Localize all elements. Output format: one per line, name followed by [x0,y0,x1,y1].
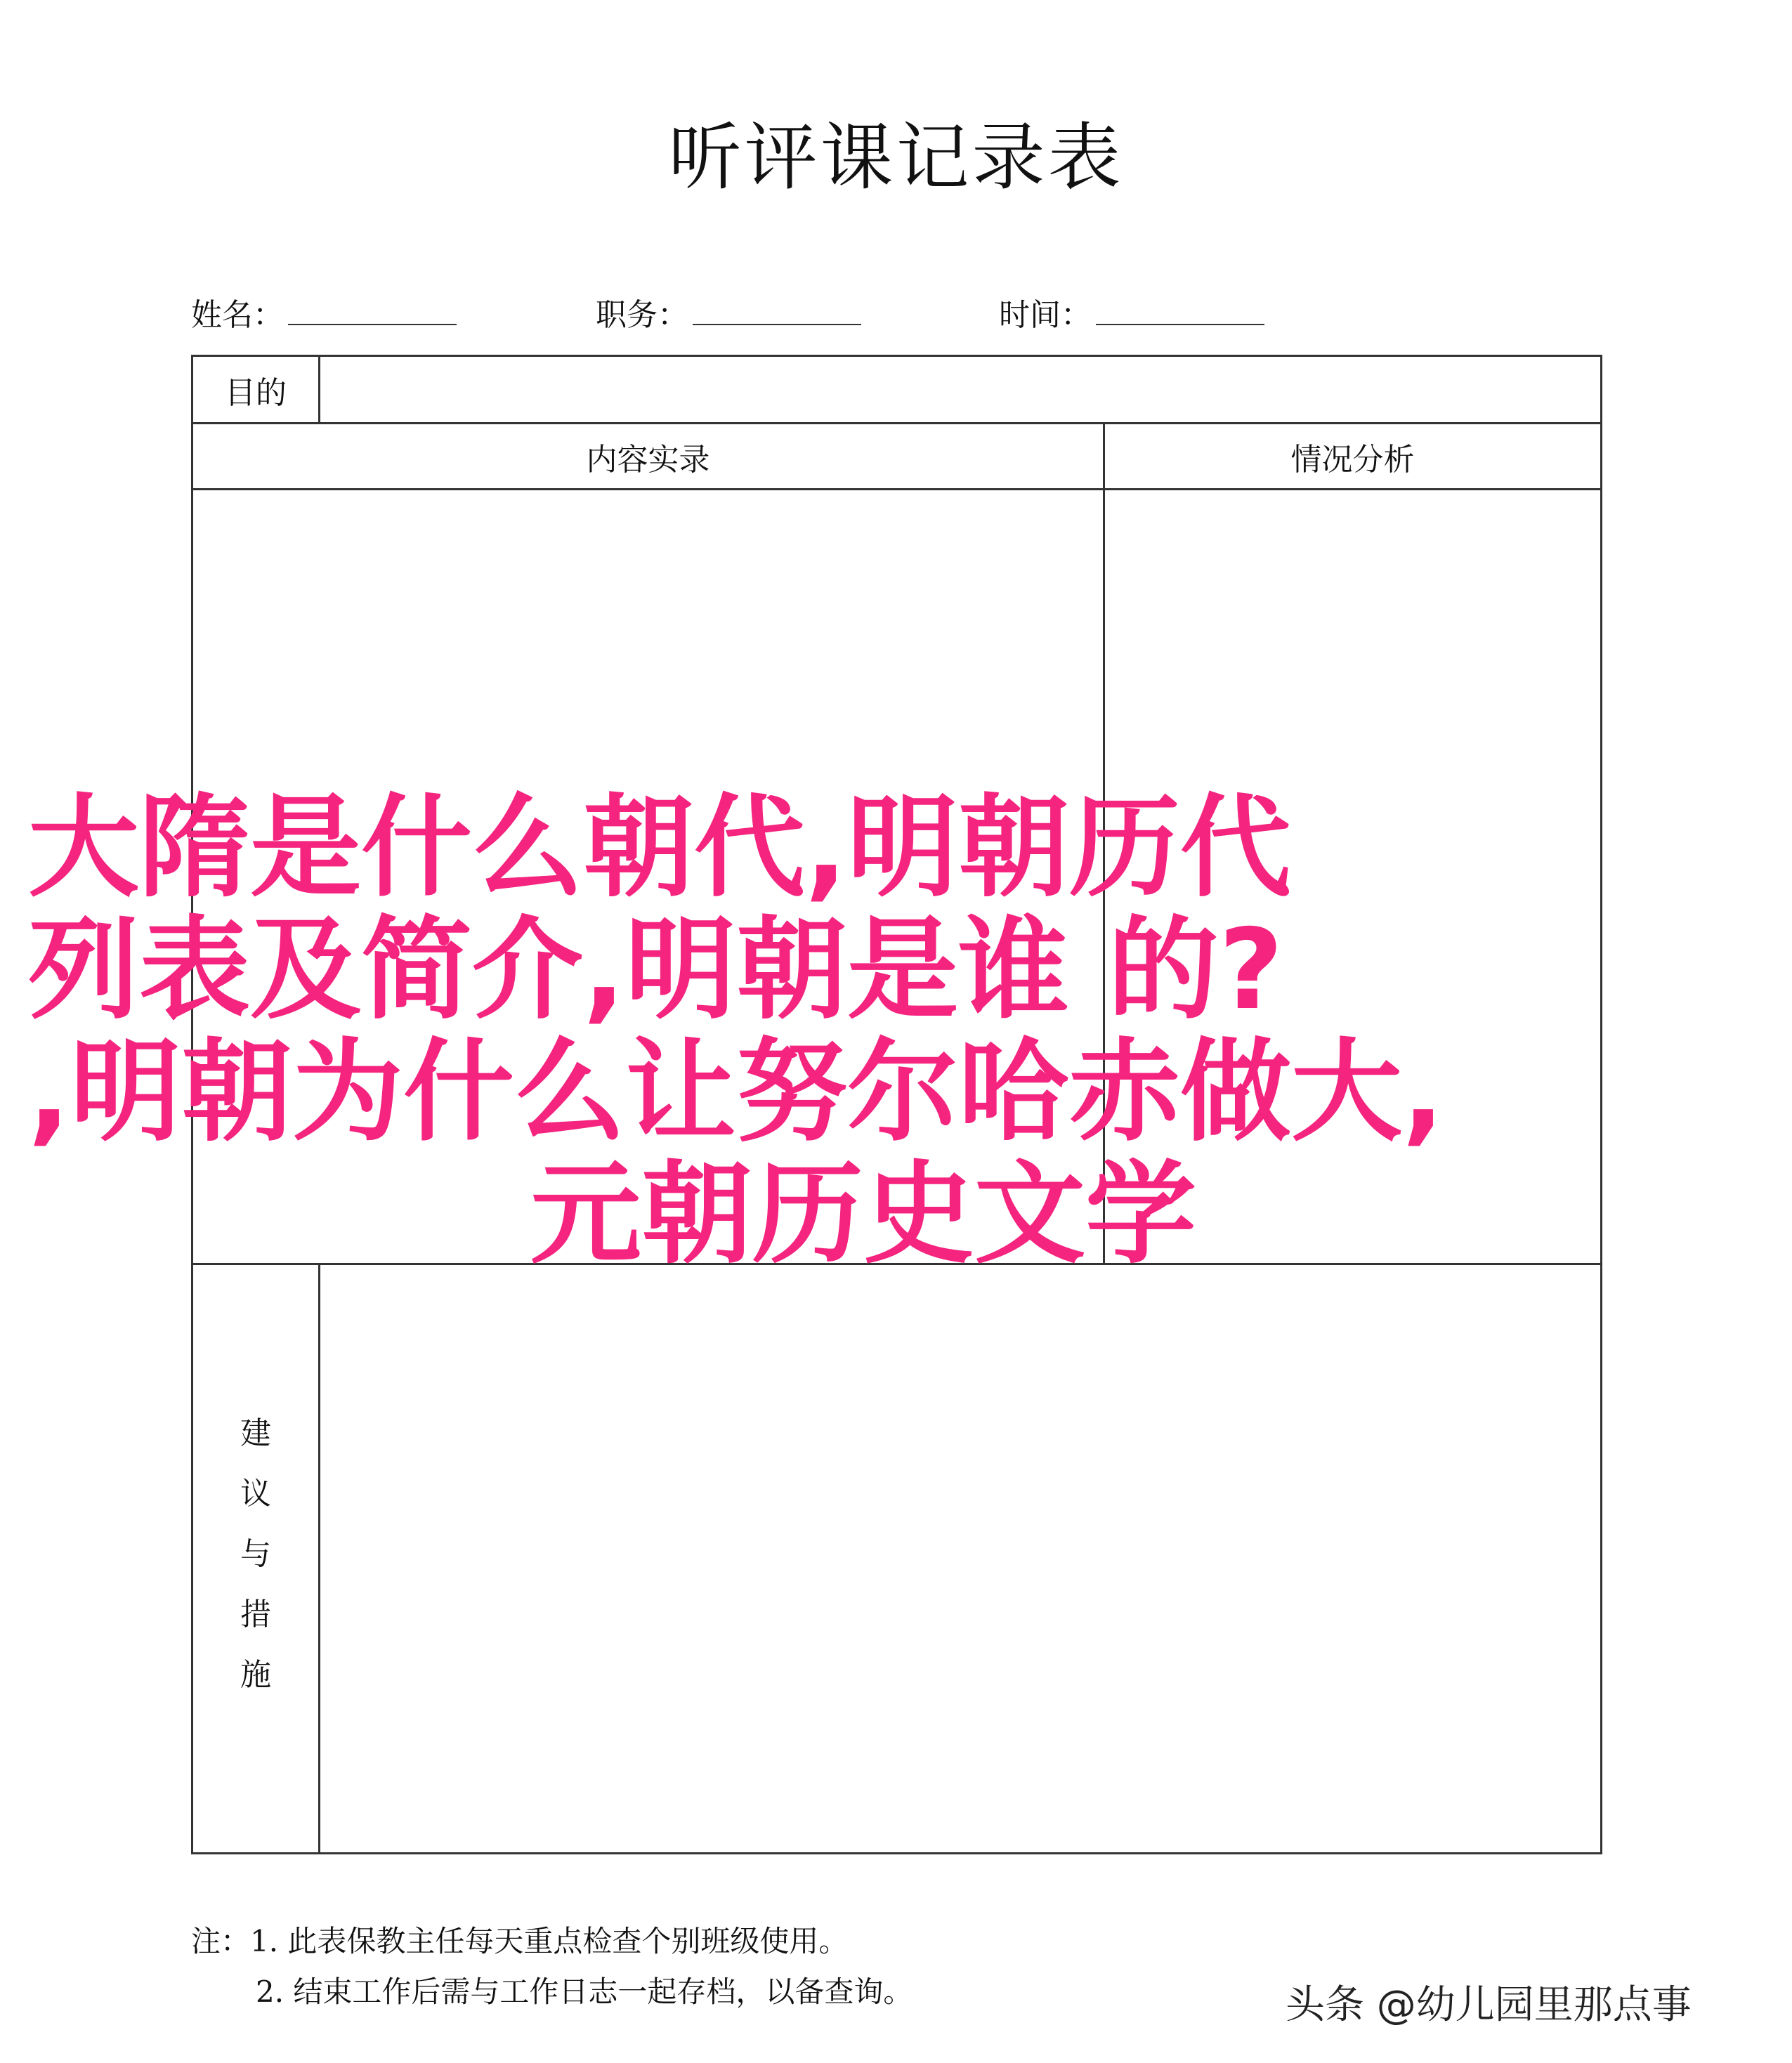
overlay-line: 列表及简介,明朝是谁 的? [28,905,1283,1035]
time-blank[interactable] [1096,300,1264,325]
document-title: 听评课记录表 [668,114,1124,200]
purpose-label: 目的 [225,374,287,411]
suggestion-char: 措 [240,1597,271,1632]
suggestion-char: 议 [240,1476,271,1512]
overlay-line: 元朝历史文学 [530,1150,1196,1279]
position-blank[interactable] [693,300,861,325]
suggestion-label [193,1403,318,1705]
suggestion-char: 与 [240,1536,271,1572]
analysis-header: 情况分析 [1290,441,1415,478]
position-field[interactable] [596,289,861,334]
overlay-line: 大隋是什么朝代,明朝历代 [28,783,1292,912]
name-blank[interactable] [288,300,457,325]
name-field[interactable] [191,289,457,334]
notes [191,1916,913,2017]
time-label: 时间： [999,297,1092,333]
suggestion-char: 建 [240,1415,271,1451]
name-label: 姓名： [191,297,284,333]
note-line: 2. 结束工作后需与工作日志一起存档，以备查询。 [256,1974,913,2009]
purpose-cell[interactable] [320,357,1600,422]
content-header: 内容实录 [586,441,710,478]
overlay-line: ,明朝为什么让努尔哈赤做大, [28,1028,1445,1157]
time-field[interactable] [999,289,1264,334]
note-line: 注：1. 此表保教主任每天重点检查个别班级使用。 [191,1924,849,1958]
suggestion-cell[interactable] [320,1265,1600,1854]
position-label: 职务： [596,297,688,333]
suggestion-char: 施 [240,1657,271,1693]
watermark: 头条 @幼儿园里那点事 [1286,1982,1692,2028]
overlay-headline [28,783,1644,1279]
